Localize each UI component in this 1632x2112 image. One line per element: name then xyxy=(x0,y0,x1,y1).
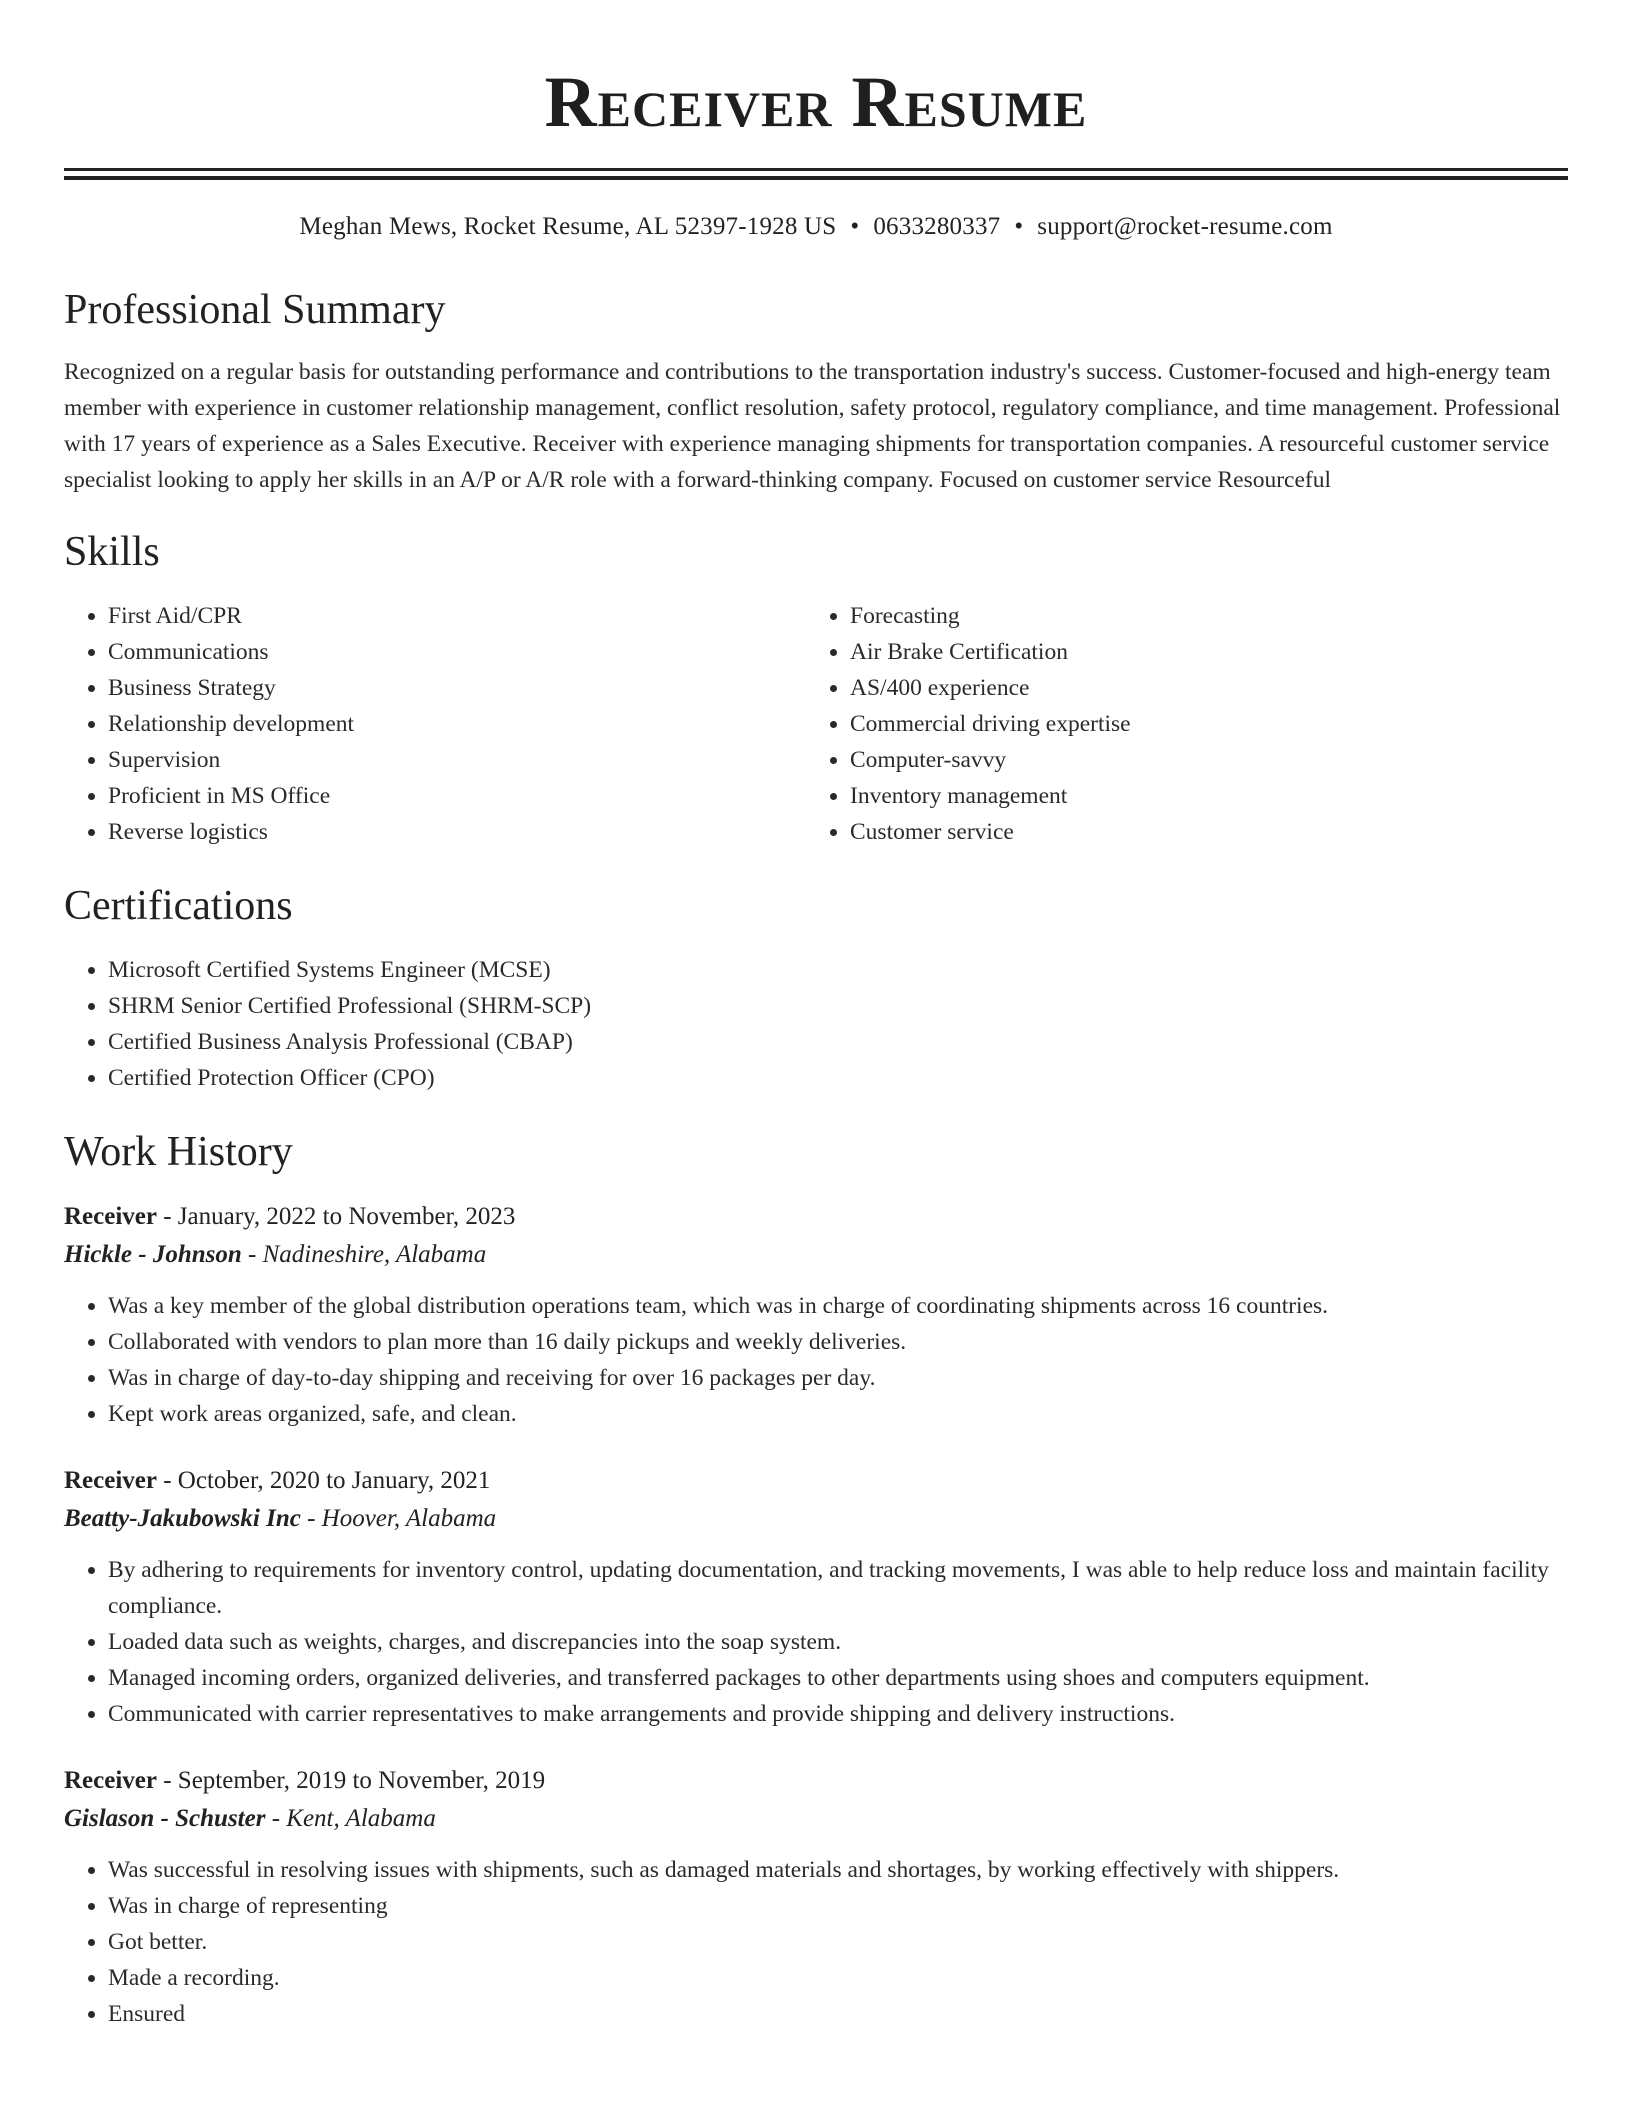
job-dates: - October, 2020 to January, 2021 xyxy=(156,1467,491,1494)
job-company-line xyxy=(64,1236,1568,1274)
job-title-line xyxy=(64,1462,1568,1500)
contact-separator: • xyxy=(1014,213,1024,240)
job-title-line xyxy=(64,1762,1568,1800)
contact-email: support@rocket-resume.com xyxy=(1037,213,1333,240)
job-location: - Nadineshire, Alabama xyxy=(241,1241,487,1268)
job-bullet: • Communicated with carrier representatives to make arrangements and provide shipping and delivery instructions. xyxy=(108,1696,1568,1732)
skill-item: • Inventory management xyxy=(850,778,1548,814)
skill-item: • Business Strategy xyxy=(108,670,806,706)
job-location: - Hoover, Alabama xyxy=(300,1505,497,1532)
job-bullet: • Ensured xyxy=(108,1996,1568,2032)
contact-address: Meghan Mews, Rocket Resume, AL 52397-1928 US xyxy=(299,213,837,240)
contact-line xyxy=(64,210,1568,244)
skill-item: • Proficient in MS Office xyxy=(108,778,806,814)
skill-item: • Customer service xyxy=(850,814,1548,850)
job-bullet: • Got better. xyxy=(108,1924,1568,1960)
job-bullet: • Was in charge of day-to-day shipping and receiving for over 16 packages per day. xyxy=(108,1360,1568,1396)
job-dates: - January, 2022 to November, 2023 xyxy=(156,1203,516,1230)
job-entry xyxy=(64,1762,1568,2032)
skills-heading: Skills xyxy=(64,529,160,575)
job-bullet: • Made a recording. xyxy=(108,1960,1568,1996)
summary-text: Recognized on a regular basis for outstanding performance and contributions to the transportation industry's success. Customer-focused and high-energy team member with experience in customer relationship management, conflict resolution, safety protocol, regulatory compliance, and time management. Professional with 17 years of experience as a Sales Executive. Receiver with experience managing shipments for transportation companies. A resourceful customer service specialist looking to apply her skills in an A/P or A/R role with a forward-thinking company. Focused on customer service Resourceful xyxy=(64,359,1561,493)
job-title: Receiver xyxy=(64,1467,157,1494)
job-company: Hickle - Johnson xyxy=(64,1241,242,1268)
job-bullet: • By adhering to requirements for inventory control, updating documentation, and tracking movements, I was able to help reduce loss and maintain facility compliance. xyxy=(108,1552,1568,1624)
contact-phone: 0633280337 xyxy=(873,213,1001,240)
skills-columns xyxy=(64,598,1568,850)
job-company-line xyxy=(64,1500,1568,1538)
skills-list-right xyxy=(806,598,1548,850)
job-entry xyxy=(64,1462,1568,1732)
skill-item: • Relationship development xyxy=(108,706,806,742)
certifications-heading: Certifications xyxy=(64,883,293,929)
skills-list-left xyxy=(64,598,806,850)
job-bullet: • Was a key member of the global distribution operations team, which was in charge of coordinating shipments across 16 countries. xyxy=(108,1288,1568,1324)
skill-item: • Forecasting xyxy=(850,598,1548,634)
job-company: Beatty-Jakubowski Inc xyxy=(64,1505,301,1532)
job-location: - Kent, Alabama xyxy=(265,1805,436,1832)
job-company-line xyxy=(64,1800,1568,1838)
job-entry xyxy=(64,1198,1568,1432)
job-bullet: • Was successful in resolving issues with shipments, such as damaged materials and shortages, by working effectively with shippers. xyxy=(108,1852,1568,1888)
skill-item: • First Aid/CPR xyxy=(108,598,806,634)
skill-item: • Computer-savvy xyxy=(850,742,1548,778)
certification-item: • SHRM Senior Certified Professional (SHRM-SCP) xyxy=(108,988,1568,1024)
job-title-line xyxy=(64,1198,1568,1236)
job-title: Receiver xyxy=(64,1767,157,1794)
contact-separator: • xyxy=(850,213,860,240)
job-title: Receiver xyxy=(64,1203,157,1230)
job-company: Gislason - Schuster xyxy=(64,1805,266,1832)
skill-item: • Supervision xyxy=(108,742,806,778)
work-history-heading: Work History xyxy=(64,1129,293,1175)
summary-heading: Professional Summary xyxy=(64,287,446,333)
job-bullet: • Kept work areas organized, safe, and clean. xyxy=(108,1396,1568,1432)
resume-title: Receiver Resume xyxy=(544,62,1088,142)
skill-item: • AS/400 experience xyxy=(850,670,1548,706)
job-bullets xyxy=(64,1852,1568,2032)
job-bullet: • Managed incoming orders, organized deliveries, and transferred packages to other departments using shoes and computers equipment. xyxy=(108,1660,1568,1696)
certification-item: • Certified Business Analysis Professional (CBAP) xyxy=(108,1024,1568,1060)
skill-item: • Reverse logistics xyxy=(108,814,806,850)
skill-item: • Communications xyxy=(108,634,806,670)
certifications-list xyxy=(64,952,1568,1096)
skill-item: • Air Brake Certification xyxy=(850,634,1548,670)
job-bullet: • Loaded data such as weights, charges, and discrepancies into the soap system. xyxy=(108,1624,1568,1660)
job-bullet: • Was in charge of representing xyxy=(108,1888,1568,1924)
job-dates: - September, 2019 to November, 2019 xyxy=(156,1767,546,1794)
title-divider xyxy=(64,168,1568,180)
job-bullets xyxy=(64,1288,1568,1432)
job-bullets xyxy=(64,1552,1568,1732)
job-bullet: • Collaborated with vendors to plan more than 16 daily pickups and weekly deliveries. xyxy=(108,1324,1568,1360)
certification-item: • Certified Protection Officer (CPO) xyxy=(108,1060,1568,1096)
skill-item: • Commercial driving expertise xyxy=(850,706,1548,742)
certification-item: • Microsoft Certified Systems Engineer (MCSE) xyxy=(108,952,1568,988)
